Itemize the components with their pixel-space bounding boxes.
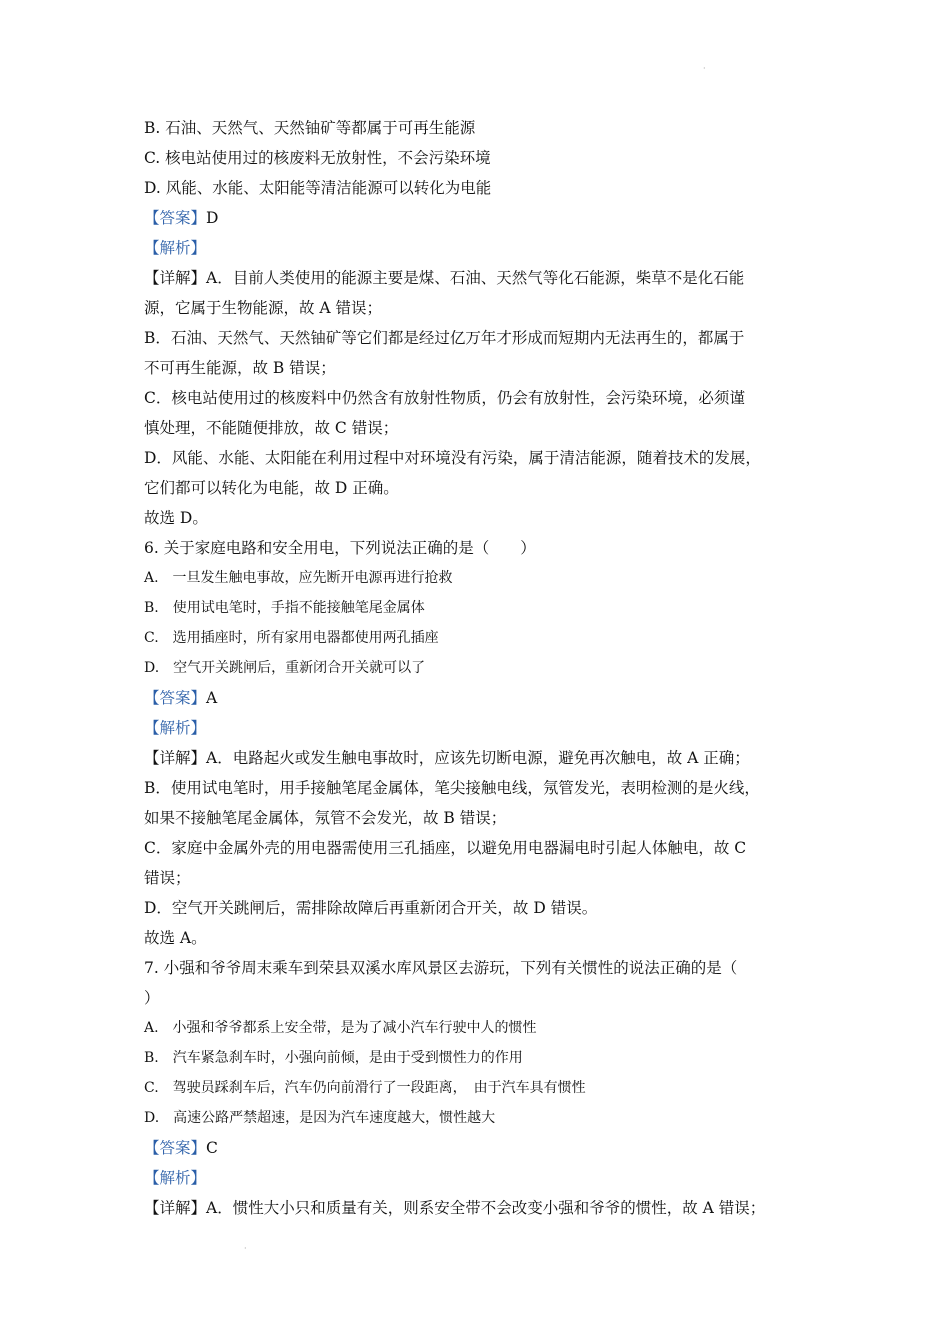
q5-detail-a-line1 xyxy=(144,263,804,293)
q6-analysis-label: 【解析】 xyxy=(144,719,207,737)
q6-option-b: B. 使用试电笔时，手指不能接触笔尾金属体 xyxy=(144,600,425,616)
q7-question-line2: ） xyxy=(144,989,160,1007)
q5-option-c: C. 核电站使用过的核废料无放射性，不会污染环境 xyxy=(144,149,491,167)
page-mark-top: · xyxy=(703,64,706,73)
q7-detail-a xyxy=(144,1193,804,1223)
q6-detail-b-line2: 如果不接触笔尾金属体，氖管不会发光，故 B 错误； xyxy=(144,809,507,827)
detail-label: 【详解】 xyxy=(144,269,207,287)
q5-option-b: B. 石油、天然气、天然铀矿等都属于可再生能源 xyxy=(144,119,476,137)
q6-conclusion: 故选 A。 xyxy=(144,929,207,947)
q6-detail-c-line2: 错误； xyxy=(144,869,191,887)
q7-analysis-label: 【解析】 xyxy=(144,1169,207,1187)
q6-detail-c-line1: C．家庭中金属外壳的用电器需使用三孔插座，以避免用电器漏电时引起人体触电，故 C xyxy=(144,839,747,857)
answer-value: D xyxy=(206,209,219,227)
q5-detail-a-line2: 源，它属于生物能源，故 A 错误； xyxy=(144,299,383,317)
q6-option-d: D. 空气开关跳闸后，重新闭合开关就可以了 xyxy=(144,660,426,676)
answer-label: 【答案】 xyxy=(144,1139,207,1157)
answer-value: A xyxy=(206,689,218,707)
page-content xyxy=(144,113,804,1223)
answer-value: C xyxy=(206,1139,218,1157)
q7-answer xyxy=(144,1133,804,1163)
q7-option-d: D. 高速公路严禁超速，是因为汽车速度越大，惯性越大 xyxy=(144,1110,496,1126)
q5-analysis-label: 【解析】 xyxy=(144,239,207,257)
q7-option-c: C. 驾驶员踩刹车后，汽车仍向前滑行了一段距离， 由于汽车具有惯性 xyxy=(144,1080,586,1096)
q6-option-a: A. 一旦发生触电事故，应先断开电源再进行抢救 xyxy=(144,570,453,586)
q6-answer xyxy=(144,683,804,713)
q7-option-b: B. 汽车紧急刹车时，小强向前倾，是由于受到惯性力的作用 xyxy=(144,1050,523,1066)
q6-detail-a xyxy=(144,743,804,773)
q5-answer xyxy=(144,203,804,233)
detail-text: A．目前人类使用的能源主要是煤、石油、天然气等化石能源，柴草不是化石能 xyxy=(206,269,745,287)
q5-detail-c-line2: 慎处理，不能随便排放，故 C 错误； xyxy=(144,419,399,437)
page-mark-bottom: · xyxy=(244,1244,247,1253)
detail-label: 【详解】 xyxy=(144,749,207,767)
q6-question: 6. 关于家庭电路和安全用电，下列说法正确的是（ ） xyxy=(144,539,536,557)
detail-label: 【详解】 xyxy=(144,1199,207,1217)
q5-option-d: D. 风能、水能、太阳能等清洁能源可以转化为电能 xyxy=(144,179,492,197)
answer-label: 【答案】 xyxy=(144,689,207,707)
q5-detail-d-line2: 它们都可以转化为电能，故 D 正确。 xyxy=(144,479,399,497)
q6-option-c: C. 选用插座时，所有家用电器都使用两孔插座 xyxy=(144,630,439,646)
detail-text: A．电路起火或发生触电事故时，应该先切断电源，避免再次触电，故 A 正确； xyxy=(206,749,750,767)
q6-detail-b-line1: B．使用试电笔时，用手接触笔尾金属体，笔尖接触电线，氖管发光，表明检测的是火线， xyxy=(144,779,760,797)
q5-detail-d-line1: D．风能、水能、太阳能在利用过程中对环境没有污染，属于清洁能源，随着技术的发展， xyxy=(144,449,761,467)
q5-detail-b-line1: B．石油、天然气、天然铀矿等它们都是经过亿万年才形成而短期内无法再生的，都属于 xyxy=(144,329,745,347)
answer-label: 【答案】 xyxy=(144,209,207,227)
detail-text: A．惯性大小只和质量有关，则系安全带不会改变小强和爷爷的惯性，故 A 错误； xyxy=(206,1199,766,1217)
q5-detail-c-line1: C．核电站使用过的核废料中仍然含有放射性物质，仍会有放射性，会污染环境，必须谨 xyxy=(144,389,745,407)
q7-question-line1: 7. 小强和爷爷周末乘车到荣县双溪水库风景区去游玩，下列有关惯性的说法正确的是（ xyxy=(144,959,738,977)
q5-conclusion: 故选 D。 xyxy=(144,509,208,527)
q6-detail-d: D．空气开关跳闸后，需排除故障后再重新闭合开关，故 D 错误。 xyxy=(144,899,598,917)
q7-option-a: A. 小强和爷爷都系上安全带，是为了减小汽车行驶中人的惯性 xyxy=(144,1020,537,1036)
q5-detail-b-line2: 不可再生能源，故 B 错误； xyxy=(144,359,336,377)
